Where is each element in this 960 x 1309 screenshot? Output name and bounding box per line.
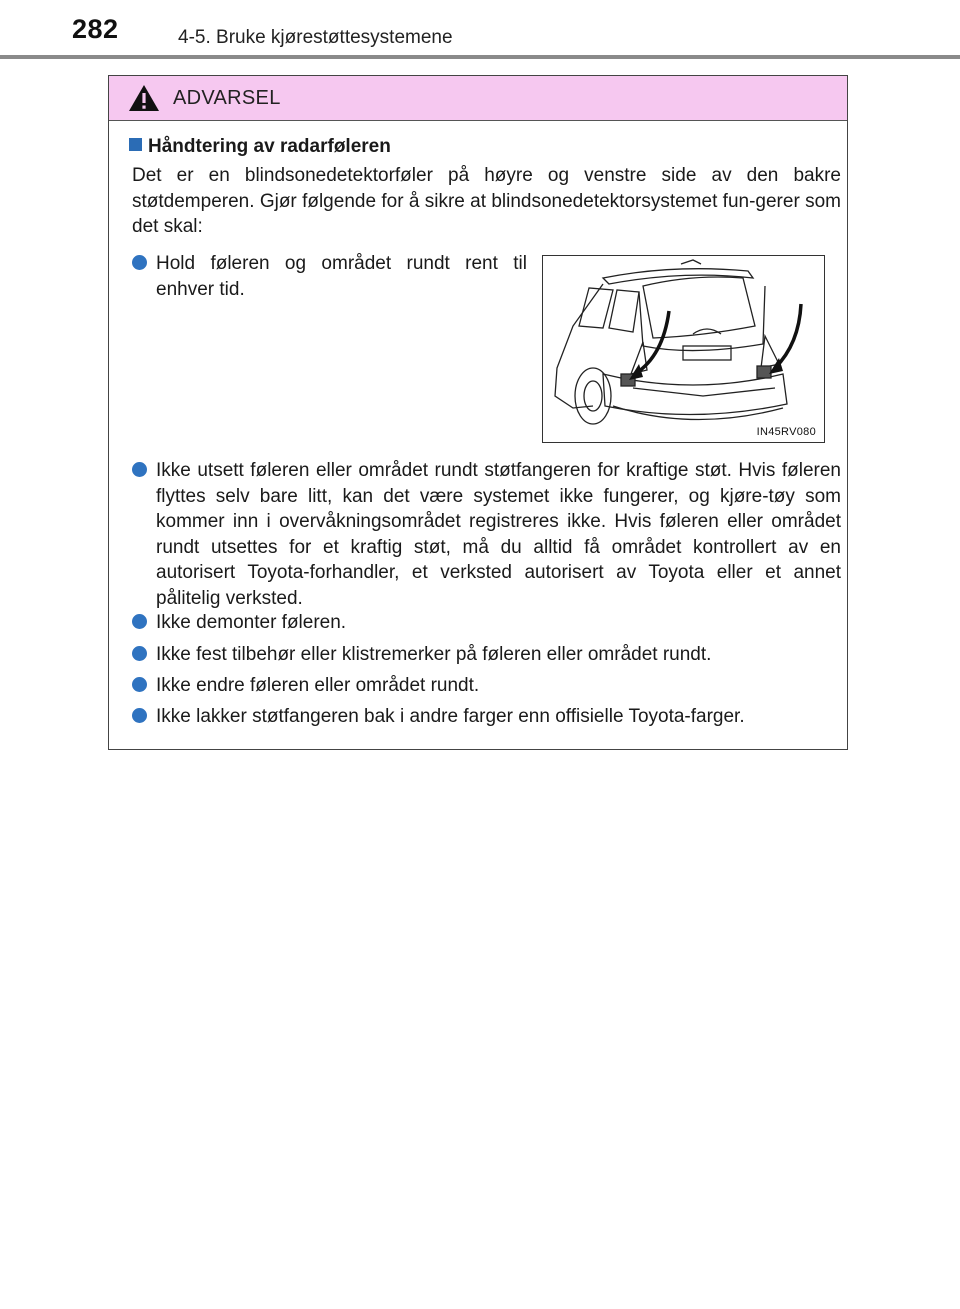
- bullet-icon: [132, 255, 147, 270]
- list-item: [132, 251, 527, 302]
- figure-code: IN45RV080: [756, 426, 816, 438]
- bullet-icon: [132, 646, 147, 661]
- list-item-text: Ikke demonter føleren.: [156, 612, 347, 633]
- list-item-text: Ikke utsett føleren eller området rundt støtfangeren for kraftige støt. Hvis føleren flyttes selv bare litt, kan det være systemet ikke fungerer, og kjøre-tøy som kommer inn i overvåkningsområdet registreres ikke. Hvis føleren eller området rundt utsettes for et kraftig støt, må du alltid få området kontrollert av en autorisert Toyota-forhandler, et verksted autorisert av Toyota eller et annet pålitelig verksted.: [156, 460, 841, 609]
- page-header: [0, 0, 960, 60]
- warning-triangle-icon: [127, 83, 161, 118]
- page-number: 282: [72, 14, 119, 44]
- warning-header: [109, 76, 847, 121]
- list-item: [132, 642, 841, 668]
- list-item-text: Ikke lakker støtfangeren bak i andre farger enn offisielle Toyota-farger.: [156, 706, 745, 727]
- list-item-text: Ikke endre føleren eller området rundt.: [156, 675, 480, 696]
- warning-subheading: [129, 136, 391, 158]
- car-rear-sensor-icon: [543, 256, 824, 442]
- list-item-text: Ikke fest tilbehør eller klistremerker på føleren eller området rundt.: [156, 644, 712, 665]
- square-bullet-icon: [129, 138, 142, 151]
- list-item: [132, 458, 841, 611]
- list-item: [132, 704, 841, 730]
- bullet-icon: [132, 708, 147, 723]
- header-divider: [0, 55, 960, 59]
- section-title: 4-5. Bruke kjørestøttesystemene: [178, 27, 453, 48]
- warning-label: ADVARSEL: [173, 87, 281, 109]
- intro-paragraph: Det er en blindsonedetektorføler på høyre og venstre side av den bakre støtdemperen. Gjør følgende for å sikre at blindsonedetektorsystemet fun-gerer som det skal:: [132, 165, 841, 237]
- bullet-icon: [132, 614, 147, 629]
- list-item-text: Hold føleren og området rundt rent til enhver tid.: [156, 253, 527, 300]
- list-item: [132, 673, 841, 699]
- subheading-text: Håndtering av radarføleren: [148, 136, 391, 157]
- list-item: [132, 610, 841, 636]
- bullet-icon: [132, 462, 147, 477]
- bullet-icon: [132, 677, 147, 692]
- car-rear-illustration: [542, 255, 825, 443]
- warning-box: [108, 75, 848, 750]
